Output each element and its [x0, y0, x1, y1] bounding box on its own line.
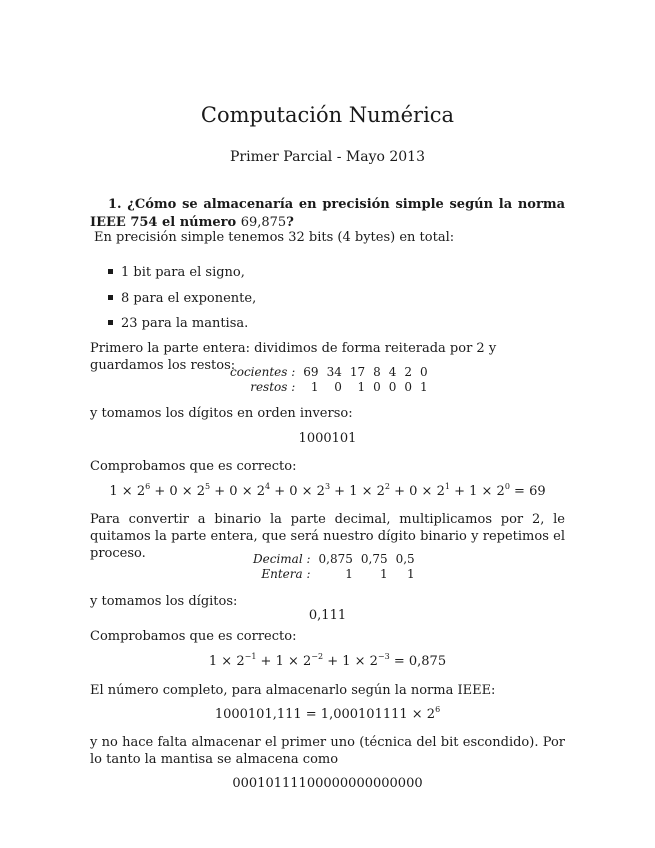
decimal-part-paragraph: Para convertir a binario la parte decimal, multiplicamos por 2, le quitamos la parte entera, que será nuestro dígito binario y repetimos el proceso.	[90, 512, 565, 561]
equation-2: $1 \times 2^{-1} + 1 \times 2^{-2} + 1 \times 2^{-3} = 0,875$	[208, 652, 447, 669]
exponent: 0	[504, 482, 510, 491]
table-row: cocientes : 69 34 17 8 4 2 0	[230, 365, 428, 379]
exponent: −3	[377, 652, 390, 661]
binary-integer: 1000101	[298, 431, 357, 446]
bullet-square-icon	[108, 269, 113, 274]
exponent: 3	[324, 482, 331, 491]
reverse-paragraph: y tomamos los dígitos en orden inverso:	[90, 406, 353, 421]
table-row: Entera : 1 1 1	[261, 567, 415, 581]
check2-paragraph: Comprobamos que es correcto:	[90, 629, 297, 644]
list-item: 8 para el exponente,	[108, 290, 256, 307]
decimal-table	[249, 552, 419, 582]
integer-part-paragraph: Primero la parte entera: dividimos de forma reiterada por 2 y guardamos los restos:	[90, 341, 497, 373]
question-end: ?	[286, 215, 294, 230]
quotients-table	[226, 365, 432, 395]
list-item: 1 bit para el signo,	[108, 264, 245, 281]
exponent: 4	[265, 482, 271, 491]
intro-paragraph: En precisión simple tenemos 32 bits (4 bytes) en total:	[94, 230, 455, 245]
bullet-square-icon	[108, 320, 113, 325]
question-heading	[90, 196, 565, 232]
question-number: 1.	[108, 197, 122, 212]
exponent: 6	[145, 482, 151, 491]
take-digits-paragraph: y tomamos los dígitos:	[90, 594, 238, 609]
exponent: 1	[444, 482, 450, 491]
page-title: Computación Numérica	[200, 103, 455, 127]
full-number-paragraph: El número completo, para almacenarlo según la norma IEEE:	[90, 683, 496, 698]
table-row: restos : 1 0 1 0 0 0 1	[250, 380, 428, 394]
binary-decimal: 0,111	[308, 608, 347, 623]
bullet-square-icon	[108, 295, 113, 300]
question-text: ¿Cómo se almacenaría en precisión simple según la norma IEEE 754 el número	[90, 197, 565, 230]
list-item: 23 para la mantisa.	[108, 315, 248, 332]
exponent: 5	[205, 482, 211, 491]
mantissa-value: 00010111100000000000000	[232, 776, 423, 791]
equation-3: $1000101,111 = 1,000101111 \times 2^6$	[214, 705, 441, 722]
exponent: −1	[244, 652, 257, 661]
exponent: 6	[435, 705, 441, 714]
check1-paragraph: Comprobamos que es correcto:	[90, 459, 297, 474]
page-subtitle: Primer Parcial - Mayo 2013	[230, 149, 425, 165]
exponent: 2	[384, 482, 390, 491]
table-row: Decimal : 0,875 0,75 0,5	[253, 552, 415, 566]
exponent: −2	[311, 652, 324, 661]
equation-1: $1 \times 2^6 + 0 \times 2^5 + 0 \times 2^4 + 0 \times 2^3 + 1 \times 2^2 + 0 \times 2^1 + 1 \times 2^0 = 69$	[109, 482, 546, 499]
hidden-bit-paragraph: y no hace falta almacenar el primer uno (técnica del bit escondido). Por lo tanto la mantisa se almacena como	[90, 735, 565, 767]
question-value: 69,875	[240, 215, 287, 230]
